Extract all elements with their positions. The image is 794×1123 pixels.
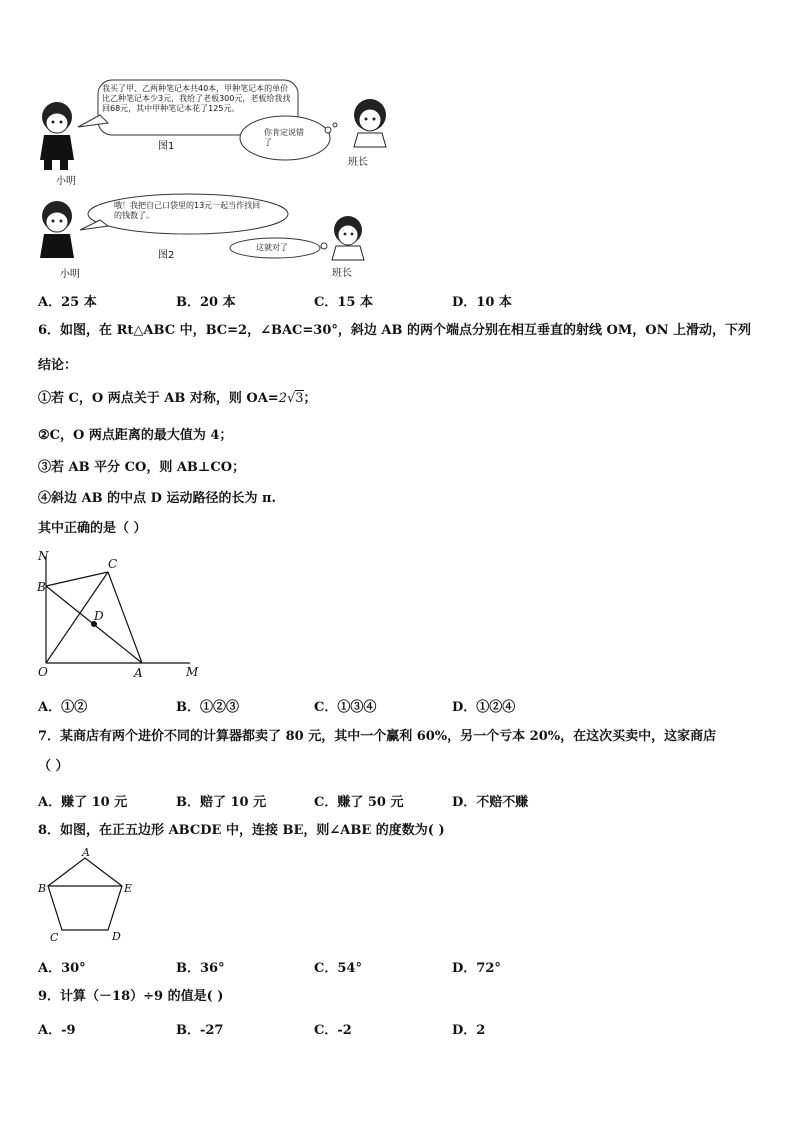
q6-statement-3: ③若 AB 平分 CO，则 AB⊥CO； [38,460,246,475]
statement-1-text: ①若 C，O 两点关于 AB 对称，则 OA= [38,391,279,406]
boy-label: 小明 [60,269,80,280]
q6-option-c[interactable]: C．①③④ [314,700,377,715]
boy-illustration [40,102,74,170]
label-e: E [124,882,133,895]
girl-label: 班长 [332,268,352,279]
q8-stem: 8．如图，在正五边形 ABCDE 中，连接 BE，则∠ABE 的度数为( ) [38,823,445,838]
label-o: O [38,665,48,679]
q8-option-c[interactable]: C．54° [314,961,362,976]
q5-option-a[interactable]: A．25 本 [38,295,97,310]
comic-figure-2 [30,190,410,280]
q9-stem: 9．计算（－18）÷9 的值是( ) [38,989,224,1004]
q7-option-d[interactable]: D．不赔不赚 [452,795,529,810]
reply-bubble-text: 这就对了 [256,243,288,252]
q7-stem-line1: 7．某商店有两个进价不同的计算器都卖了 80 元，其中一个赢利 60%，另一个亏本 20%，在这次买卖中，这家商店 [38,729,717,744]
q9-option-b[interactable]: B．-27 [176,1023,224,1038]
boy-label: 小明 [56,176,76,187]
girl-illustration [354,99,386,147]
q6-option-b[interactable]: B．①②③ [176,700,239,715]
label-d: D [94,609,104,623]
label-c: C [108,557,118,571]
q8-pentagon-figure [36,848,146,946]
q6-option-a[interactable]: A．①② [38,700,88,715]
q6-statement-2: ②C，O 两点距离的最大值为 4； [38,428,233,443]
boy-illustration [40,201,74,258]
label-n: N [38,549,49,563]
label-a: A [82,848,90,859]
label-b: B [37,580,46,594]
q8-option-d[interactable]: D．72° [452,961,501,976]
q9-option-a[interactable]: A．-9 [38,1023,76,1038]
figure-caption: 图1 [158,141,175,152]
q6-statement-4: ④斜边 AB 的中点 D 运动路径的长为 π. [38,491,277,506]
q6-statement-1 [38,390,317,408]
q7-option-c[interactable]: C．赚了 50 元 [314,795,404,810]
q7-option-a[interactable]: A．赚了 10 元 [38,795,128,810]
q9-option-c[interactable]: C．-2 [314,1023,352,1038]
girl-illustration [332,216,364,260]
speech-bubble-text: 我买了甲、乙两种笔记本共40本，甲种笔记本的单价比乙种笔记本少3元，我给了老板300元，老板给我找回68元，其中甲种笔记本花了125元。 [102,84,291,113]
label-a: A [134,666,143,680]
q5-option-c[interactable]: C．15 本 [314,295,373,310]
comic-figure-1 [30,75,410,185]
speech-bubble-text: 哦！我把自己口袋里的13元一起当作找回的钱数了。 [114,201,261,220]
q5-option-b[interactable]: B．20 本 [176,295,236,310]
label-d: D [112,930,121,943]
q6-ask: 其中正确的是（ ） [38,521,147,536]
q9-option-d[interactable]: D．2 [452,1023,486,1038]
girl-label: 班长 [348,157,368,168]
q8-option-a[interactable]: A．30° [38,961,86,976]
radicand: 3 [295,391,304,406]
statement-1-end: ； [303,391,317,406]
q8-option-b[interactable]: B．36° [176,961,225,976]
label-c: C [50,931,59,944]
q5-option-d[interactable]: D．10 本 [452,295,512,310]
coefficient: 2 [278,391,287,406]
sqrt-sign: √ [286,391,296,406]
q6-figure [34,548,204,680]
label-m: M [186,665,199,679]
q7-option-b[interactable]: B．赔了 10 元 [176,795,267,810]
q6-stem-line1: 6．如图，在 Rt△ABC 中，BC=2，∠BAC=30°，斜边 AB 的两个端点分别在相互垂直的射线 OM，ON 上滑动，下列 [38,323,751,338]
reply-bubble-text: 你肯定说错了 [264,128,304,147]
label-b: B [38,882,47,895]
figure-caption: 图2 [158,250,175,261]
q6-option-d[interactable]: D．①②④ [452,700,516,715]
q6-stem-line2: 结论： [38,358,78,373]
q7-stem-line2: （ ） [38,759,69,774]
